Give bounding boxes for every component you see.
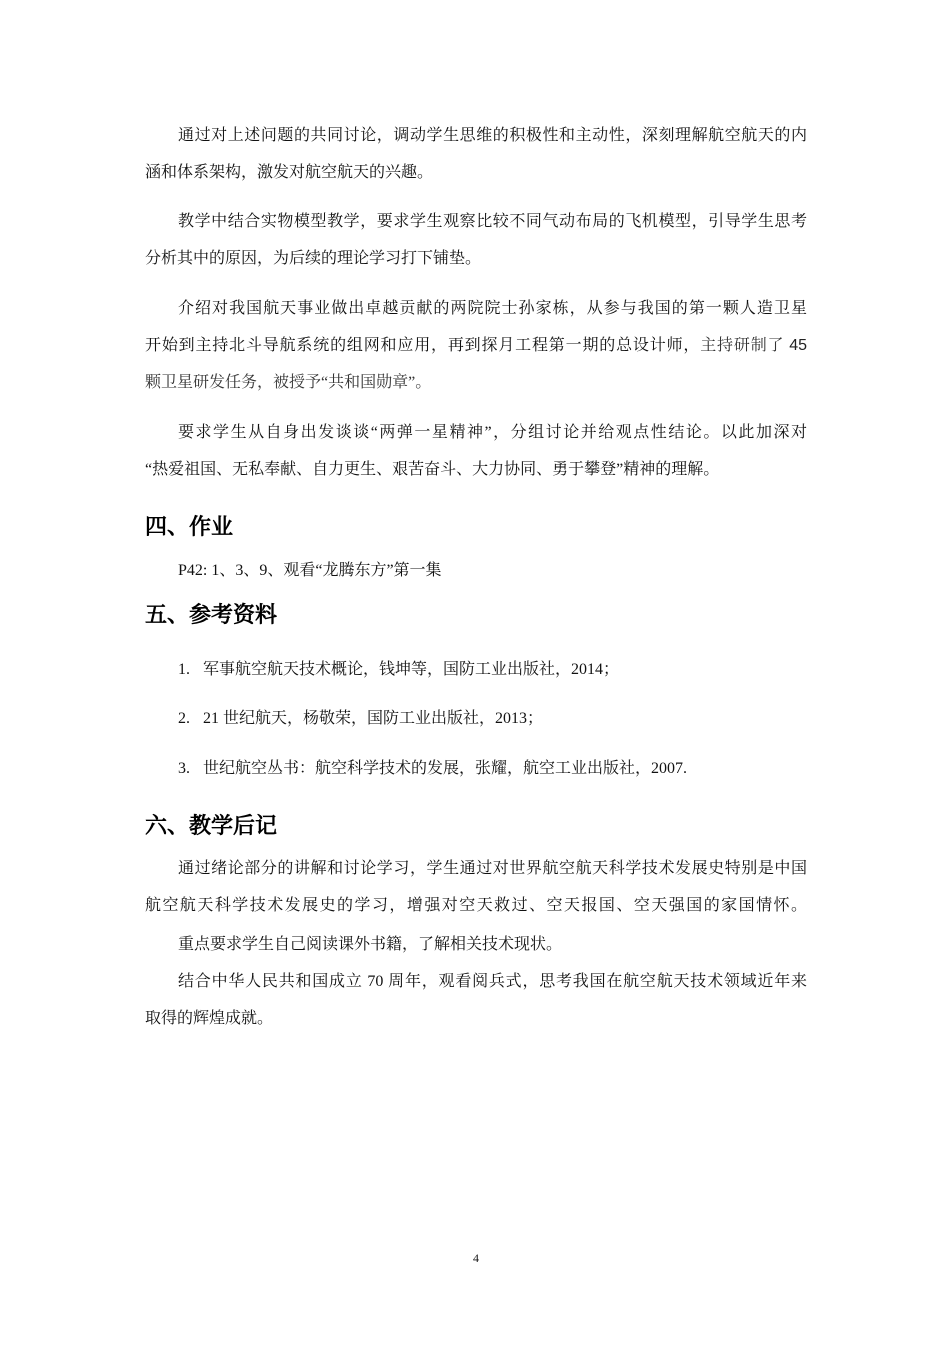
paragraph-line: 重点要求学生自己阅读课外书籍，了解相关技术现状。 (178, 936, 563, 953)
section-heading-references: 五、参考资料 (145, 602, 278, 627)
reference-number: 1. (178, 661, 190, 678)
paragraph-model-teaching (145, 203, 807, 277)
paragraph-line-tail: 主持研制了 (700, 337, 785, 354)
reference-number: 2. (178, 710, 190, 727)
section-heading-postscript: 六、教学后记 (145, 813, 278, 838)
paragraph-discussion (145, 117, 807, 191)
paragraph-line: 通过对上述问题的共同讨论，调动学生思维的积极性和主动性，深刻理解航空航天的内 (178, 127, 807, 144)
homework-text: P42: 1、3、9、观看“龙腾东方”第一集 (178, 562, 442, 579)
reference-item (145, 651, 807, 688)
paragraph-line: 取得的辉煌成就。 (145, 1010, 274, 1027)
paragraph-line: 结合中华人民共和国成立 70 周年，观看阅兵式，思考我国在航空航天技术领域近年来 (178, 973, 807, 990)
paragraph-postscript-parade (145, 963, 807, 1037)
page-number: 4 (473, 1251, 479, 1265)
page-content (145, 117, 807, 1037)
reference-text: 世纪航空丛书：航空科学技术的发展，张耀，航空工业出版社，2007. (203, 760, 688, 777)
paragraph-line-text: 开始到主持北斗导航系统的组网和应用，再到探月工程第一期的总设计师， (145, 337, 701, 354)
paragraph-line: 分析其中的原因，为后续的理论学习打下铺垫。 (145, 250, 482, 267)
paragraph-line: “热爱祖国、无私奉献、自力更生、艰苦奋斗、大力协同、勇于攀登”精神的理解。 (145, 461, 720, 478)
paragraph-postscript-learning (145, 850, 807, 924)
paragraph-line: 通过绪论部分的讲解和讨论学习，学生通过对世界航空航天科学技术发展史特别是中国 (178, 860, 807, 877)
paragraph-line: 涵和体系架构，激发对航空航天的兴趣。 (145, 164, 434, 181)
satellite-count: 45 (789, 337, 807, 354)
reference-text: 军事航空航天技术概论，钱坤等，国防工业出版社，2014； (203, 661, 620, 678)
paragraph-line: 要求学生从自身出发谈谈“两弹一星精神”，分组讨论并给观点性结论。以此加深对 (178, 424, 807, 441)
paragraph-two-bombs-spirit (145, 414, 807, 488)
paragraph-sun-jiadong (145, 290, 807, 401)
paragraph-line: 颗卫星研发任务，被授予“共和国勋章”。 (145, 374, 432, 391)
paragraph-line: 航空航天科学技术发展史的学习，增强对空天救过、空天报国、空天强国的家国情怀。 (145, 897, 807, 914)
section-heading-homework: 四、作业 (145, 514, 234, 539)
reference-item (145, 750, 807, 787)
paragraph-line (145, 327, 807, 364)
reference-number: 3. (178, 760, 190, 777)
reference-item (145, 700, 807, 737)
paragraph-line: 教学中结合实物模型教学，要求学生观察比较不同气动布局的飞机模型，引导学生思考 (178, 213, 807, 230)
paragraph-postscript-reading (145, 926, 807, 963)
paragraph-line: 介绍对我国航天事业做出卓越贡献的两院院士孙家栋，从参与我国的第一颗人造卫星 (178, 300, 807, 317)
reference-text: 21 世纪航天，杨敬荣，国防工业出版社，2013； (203, 710, 544, 727)
